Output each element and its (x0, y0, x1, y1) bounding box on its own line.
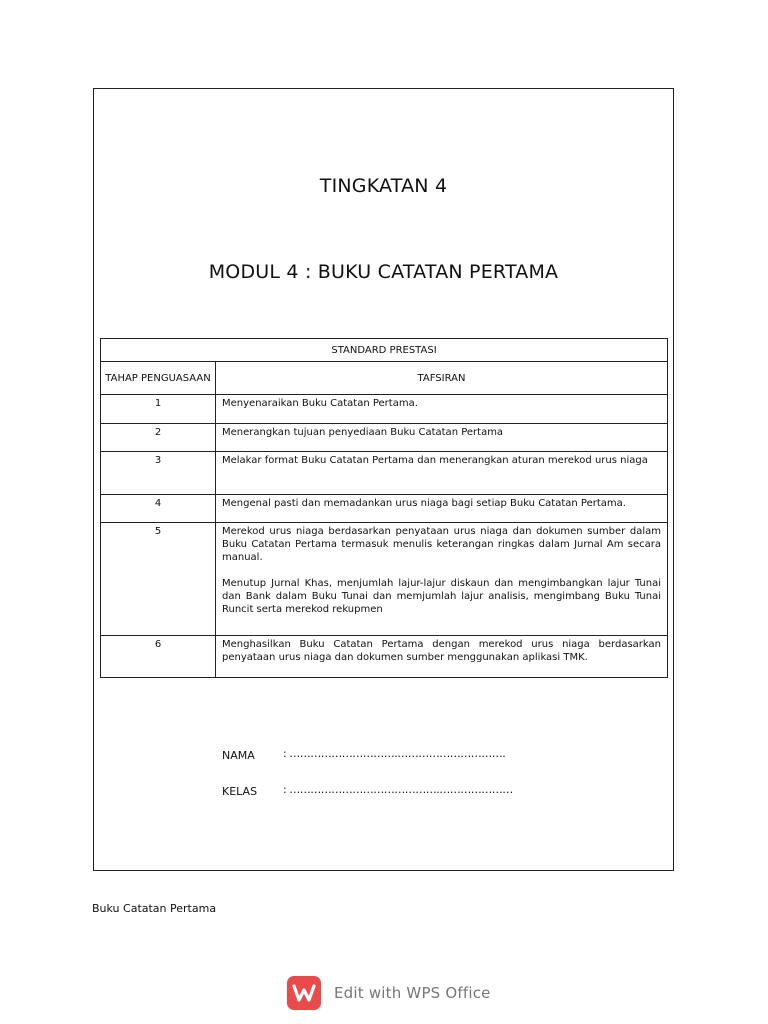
description-cell: Menyenaraikan Buku Catatan Pertama. (216, 395, 668, 424)
table-row (101, 395, 668, 424)
level-cell: 4 (101, 495, 216, 523)
table-row (101, 424, 668, 452)
name-label: NAMA (222, 749, 255, 762)
table-title: STANDARD PRESTASI (101, 339, 668, 362)
description-cell: Merekod urus niaga berdasarkan penyataan urus niaga dan dokumen sumber dalam Buku Catatan Pertama termasuk menulis keterangan ringkas dalam Jurnal Am secara manual. Menutup Jurnal Khas, menjumlah lajur-lajur diskaun dan mengimbangkan lajur Tunai dan Bank dalam Buku Tunai dan memjumlah lajur analisis, mengimbang Buku Tunai Runcit serta merekod rekupmen (216, 523, 668, 636)
column-header-level: TAHAP PENGUASAAN (101, 362, 216, 395)
module-title: MODUL 4 : BUKU CATATAN PERTAMA (208, 261, 559, 283)
level-cell: 5 (101, 523, 216, 636)
wps-logo-icon (287, 976, 321, 1010)
description-cell: Mengenal pasti dan memadankan urus niaga bagi setiap Buku Catatan Pertama. (216, 495, 668, 523)
table-row (101, 452, 668, 495)
document-frame (93, 88, 674, 871)
wps-label: Edit with WPS Office (334, 984, 491, 1002)
class-label: KELAS (222, 785, 258, 798)
column-header-description: TAFSIRAN (216, 362, 668, 395)
class-blank: : …………………………………….………………… (283, 783, 513, 796)
footer-caption: Buku Catatan Pertama (92, 902, 217, 915)
description-cell: Melakar format Buku Catatan Pertama dan menerangkan aturan merekod urus niaga (216, 452, 668, 495)
description-cell: Menghasilkan Buku Catatan Pertama dengan merekod urus niaga berdasarkan penyataan urus niaga dan dokumen sumber menggunakan aplikasi TMK. (216, 636, 668, 678)
level-cell: 3 (101, 452, 216, 495)
description-cell: Menerangkan tujuan penyediaan Buku Catatan Pertama (216, 424, 668, 452)
grade-title: TINGKATAN 4 (319, 175, 448, 197)
table-row (101, 495, 668, 523)
level-cell: 6 (101, 636, 216, 678)
level-cell: 2 (101, 424, 216, 452)
edit-with-wps-button[interactable] (287, 975, 491, 1011)
achievement-standard-table (100, 338, 668, 678)
level-cell: 1 (101, 395, 216, 424)
table-row (101, 636, 668, 678)
table-row (101, 523, 668, 636)
name-blank: : ………………………….…………………………. (283, 747, 506, 760)
